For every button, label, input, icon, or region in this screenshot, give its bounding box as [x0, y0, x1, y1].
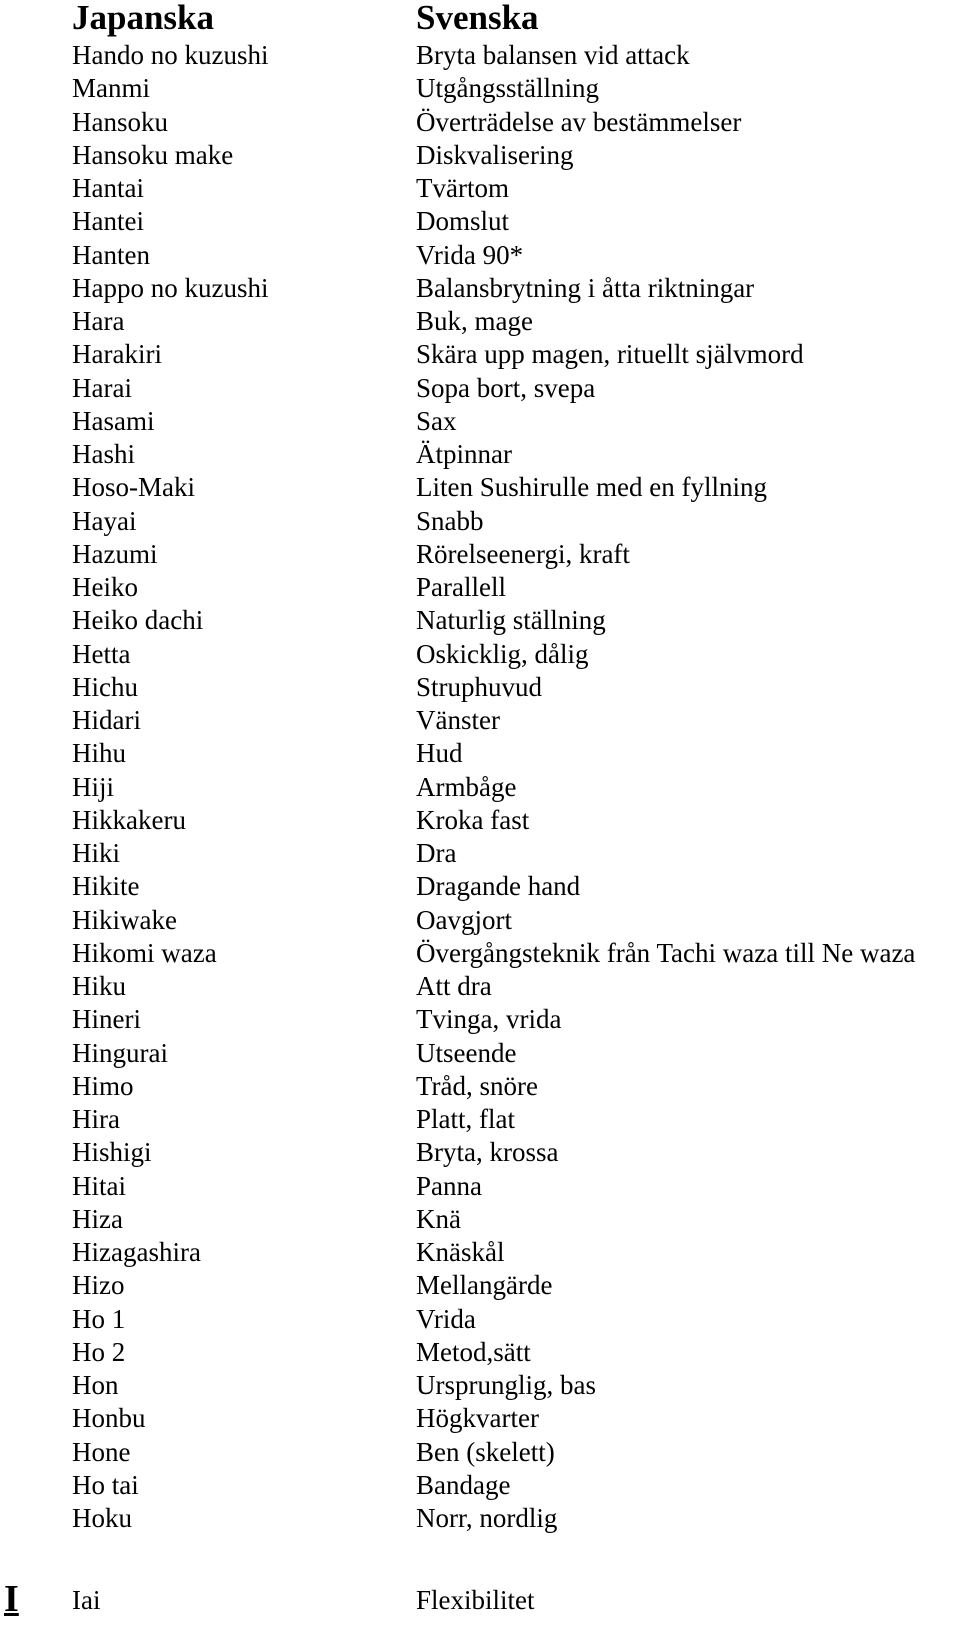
japanese-term: Hikiwake — [72, 904, 177, 935]
japanese-term: Hineri — [72, 1004, 141, 1035]
glossary-row — [0, 1402, 960, 1435]
japanese-term: Hantai — [72, 173, 144, 203]
swedish-translation: Knä — [416, 1203, 461, 1234]
glossary-row — [0, 405, 960, 438]
swedish-translation: Tvinga, vrida — [416, 1004, 562, 1035]
glossary-row — [0, 39, 960, 72]
japanese-column-heading: Japanska — [72, 0, 215, 37]
glossary-row — [0, 1236, 960, 1269]
swedish-translation: Utseende — [416, 1037, 517, 1068]
glossary-row — [0, 970, 960, 1003]
glossary-row — [0, 172, 960, 205]
glossary-row — [0, 804, 960, 837]
glossary-row — [0, 1070, 960, 1103]
glossary-row — [0, 471, 960, 504]
swedish-translation: Tvärtom — [416, 173, 509, 203]
swedish-translation: Knäskål — [416, 1237, 505, 1267]
japanese-term: Hizagashira — [72, 1237, 201, 1267]
glossary-row — [0, 1037, 960, 1070]
swedish-translation: Ätpinnar — [416, 439, 512, 469]
section-i — [0, 1578, 960, 1622]
japanese-term: Hoku — [72, 1503, 132, 1533]
swedish-translation: Vänster — [416, 705, 500, 735]
swedish-translation: Bryta, krossa — [416, 1137, 559, 1168]
glossary-row — [0, 737, 960, 770]
swedish-translation: Armbåge — [416, 771, 517, 802]
swedish-column-heading: Svenska — [416, 0, 539, 37]
swedish-translation: Oskicklig, dålig — [416, 638, 589, 669]
glossary-row — [0, 305, 960, 338]
swedish-translation: Oavgjort — [416, 904, 512, 935]
swedish-translation: Platt, flat — [416, 1104, 515, 1134]
japanese-term: Himo — [72, 1070, 134, 1101]
swedish-translation: Övergångsteknik från Tachi waza till Ne waza — [416, 937, 916, 968]
swedish-translation: Dra — [416, 838, 457, 868]
swedish-translation: Panna — [416, 1170, 482, 1201]
swedish-translation: Tråd, snöre — [416, 1070, 539, 1101]
japanese-term: Hiki — [72, 838, 121, 868]
glossary-row — [0, 870, 960, 903]
japanese-term: Hingurai — [72, 1037, 168, 1068]
swedish-translation: Norr, nordlig — [416, 1503, 558, 1533]
japanese-term: Hiji — [72, 771, 115, 802]
japanese-term: Hikite — [72, 871, 140, 902]
japanese-term: Hayai — [72, 505, 137, 536]
glossary-row — [0, 1269, 960, 1302]
glossary-row — [0, 72, 960, 105]
swedish-translation: Ursprunglig, bas — [416, 1370, 596, 1400]
swedish-translation: Struphuvud — [416, 671, 543, 702]
swedish-translation: Sopa bort, svepa — [416, 372, 596, 403]
swedish-translation: Hud — [416, 738, 463, 769]
glossary-row — [0, 1436, 960, 1469]
japanese-term: Ho 2 — [72, 1336, 126, 1367]
swedish-translation: Vrida — [416, 1303, 476, 1334]
japanese-term: Hichu — [72, 671, 138, 702]
swedish-translation: Domslut — [416, 206, 510, 237]
japanese-term: Hon — [72, 1370, 119, 1400]
swedish-translation: Kroka fast — [416, 804, 530, 835]
glossary-row — [0, 1136, 960, 1169]
glossary-row — [0, 1369, 960, 1402]
japanese-term: Heiko dachi — [72, 605, 204, 636]
glossary-row — [0, 1170, 960, 1203]
glossary-row — [0, 438, 960, 471]
glossary-row — [0, 571, 960, 604]
swedish-translation: Metod,sätt — [416, 1336, 531, 1367]
japanese-term: Hanten — [72, 239, 150, 270]
japanese-term: Iai — [72, 1585, 101, 1615]
japanese-term: Hando no kuzushi — [72, 40, 269, 70]
glossary-row — [0, 604, 960, 637]
japanese-term: Hansoku make — [72, 139, 234, 170]
glossary-row — [0, 1502, 960, 1535]
swedish-translation: Rörelseenergi, kraft — [416, 538, 630, 569]
glossary-row — [0, 106, 960, 139]
japanese-term: Hazumi — [72, 538, 158, 569]
swedish-translation: Parallell — [416, 572, 506, 602]
japanese-term: Hihu — [72, 738, 126, 769]
glossary-row — [0, 239, 960, 272]
swedish-translation: Högkvarter — [416, 1403, 539, 1434]
glossary-row — [0, 1469, 960, 1502]
swedish-translation: Buk, mage — [416, 306, 533, 336]
swedish-translation: Diskvalisering — [416, 139, 574, 170]
swedish-translation: Balansbrytning i åtta riktningar — [416, 272, 755, 303]
japanese-term: Hara — [72, 306, 125, 336]
japanese-term: Hansoku — [72, 106, 168, 137]
swedish-translation: Snabb — [416, 505, 484, 536]
glossary-row — [0, 1203, 960, 1236]
japanese-term: Hetta — [72, 638, 131, 669]
japanese-term: Hashi — [72, 439, 135, 469]
glossary-row — [0, 638, 960, 671]
japanese-term: Hira — [72, 1104, 120, 1134]
swedish-translation: Utgångsställning — [416, 73, 599, 104]
japanese-term: Ho 1 — [72, 1303, 126, 1334]
swedish-translation: Flexibilitet — [416, 1585, 535, 1615]
swedish-translation: Mellangärde — [416, 1270, 553, 1301]
glossary-row — [0, 704, 960, 737]
japanese-term: Heiko — [72, 572, 138, 602]
swedish-translation: Naturlig ställning — [416, 605, 606, 636]
swedish-translation: Vrida 90* — [416, 239, 524, 270]
section-letter: I — [4, 1578, 19, 1620]
japanese-term: Ho tai — [72, 1469, 139, 1500]
glossary-row — [0, 372, 960, 405]
japanese-term: Honbu — [72, 1403, 146, 1434]
table-header — [0, 0, 960, 38]
swedish-translation: Överträdelse av bestämmelser — [416, 106, 742, 137]
japanese-term: Hantei — [72, 206, 144, 237]
glossary-row — [0, 272, 960, 305]
glossary-row — [0, 671, 960, 704]
glossary-row — [0, 1303, 960, 1336]
swedish-translation: Sax — [416, 405, 457, 436]
japanese-term: Harai — [72, 372, 132, 403]
japanese-term: Hone — [72, 1436, 131, 1467]
japanese-term: Hishigi — [72, 1137, 152, 1168]
swedish-translation: Ben (skelett) — [416, 1436, 555, 1467]
glossary-row — [0, 505, 960, 538]
swedish-translation: Bandage — [416, 1469, 511, 1500]
swedish-translation: Skära upp magen, rituellt självmord — [416, 339, 804, 370]
swedish-translation: Dragande hand — [416, 871, 581, 902]
glossary-row — [0, 937, 960, 970]
glossary-row — [0, 338, 960, 371]
glossary-row — [0, 205, 960, 238]
japanese-term: Hoso-Maki — [72, 472, 195, 503]
glossary-row — [0, 771, 960, 804]
swedish-translation: Bryta balansen vid attack — [416, 40, 690, 70]
glossary-row — [0, 538, 960, 571]
japanese-term: Hiza — [72, 1203, 123, 1234]
japanese-term: Hitai — [72, 1170, 126, 1201]
japanese-term: Hizo — [72, 1270, 125, 1301]
japanese-term: Manmi — [72, 73, 150, 104]
glossary-row — [0, 1336, 960, 1369]
glossary-list — [0, 39, 960, 1535]
glossary-row — [0, 904, 960, 937]
japanese-term: Hasami — [72, 405, 155, 436]
glossary-row — [0, 1103, 960, 1136]
japanese-term: Happo no kuzushi — [72, 272, 269, 303]
japanese-term: Hikkakeru — [72, 804, 186, 835]
japanese-term: Hikomi waza — [72, 937, 217, 968]
glossary-row — [0, 837, 960, 870]
swedish-translation: Liten Sushirulle med en fyllning — [416, 472, 767, 503]
japanese-term: Hiku — [72, 971, 126, 1001]
glossary-row — [0, 1003, 960, 1036]
japanese-term: Hidari — [72, 705, 141, 735]
glossary-row — [0, 139, 960, 172]
japanese-term: Harakiri — [72, 339, 162, 370]
swedish-translation: Att dra — [416, 971, 492, 1001]
